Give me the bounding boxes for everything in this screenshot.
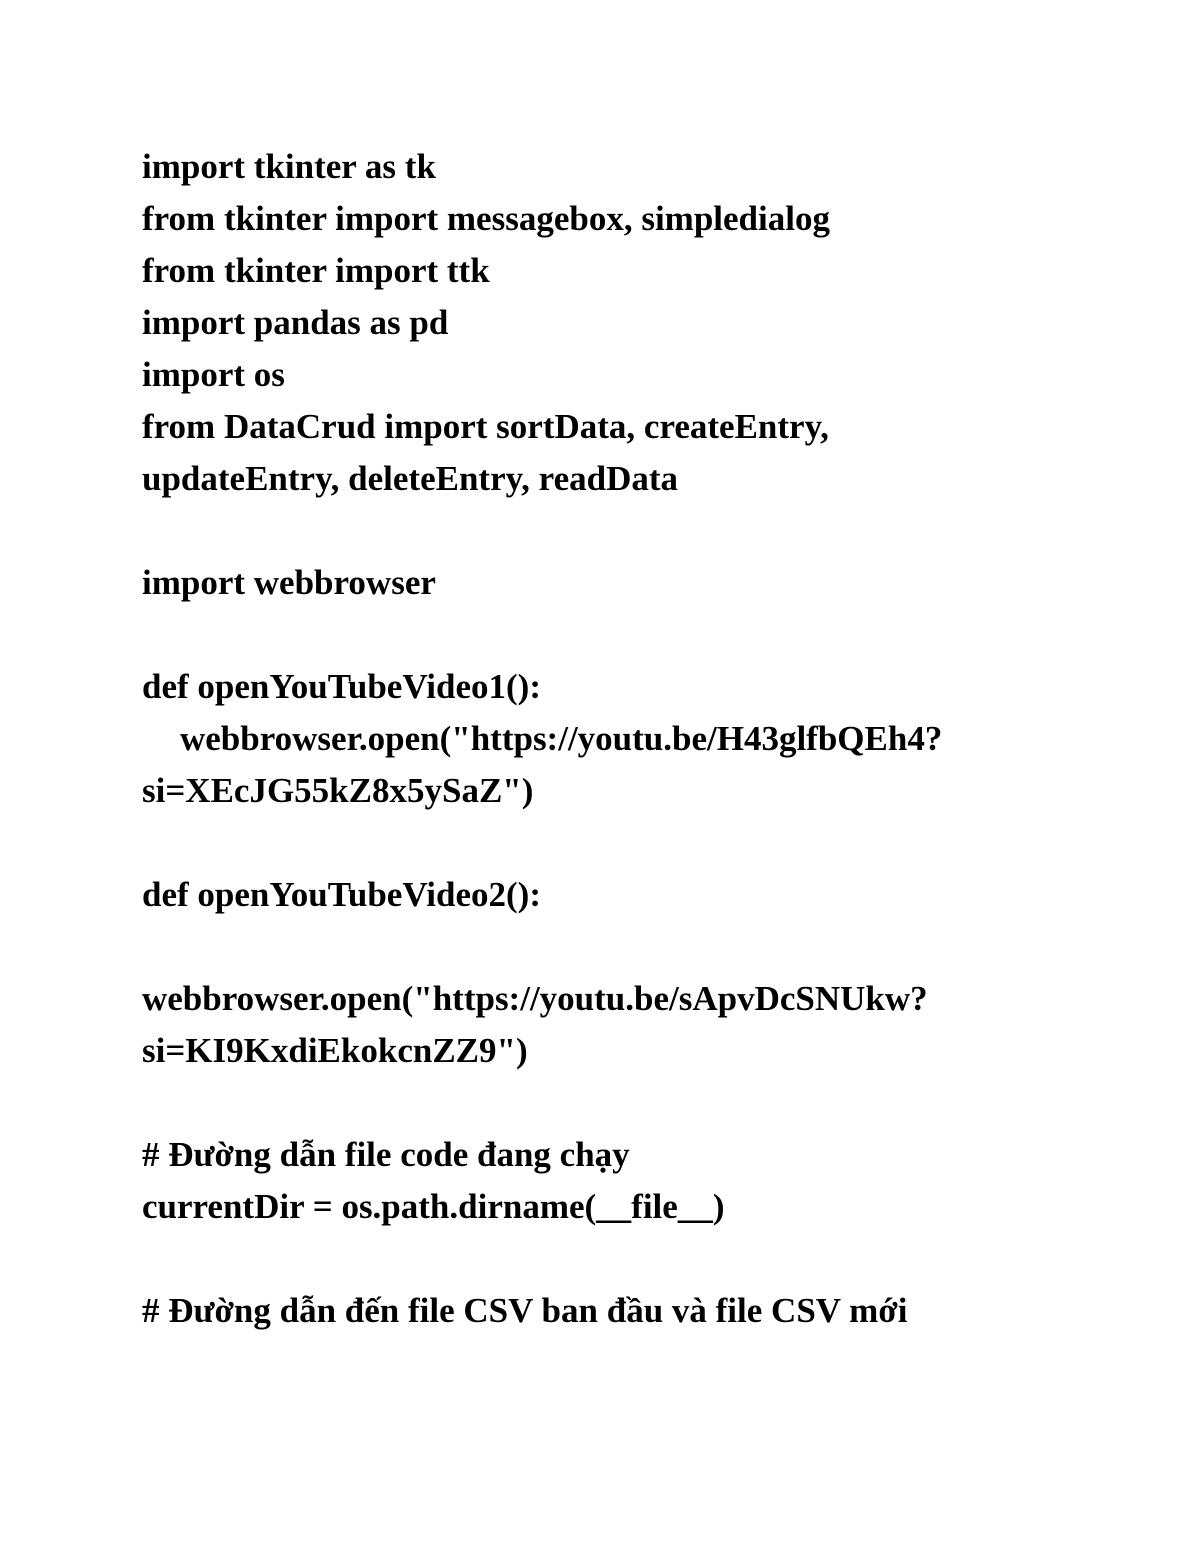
code-line-current-dir: currentDir = os.path.dirname(__file__) — [142, 1187, 725, 1226]
blank-line — [142, 1077, 1142, 1129]
code-line-import-pandas: import pandas as pd — [142, 303, 449, 342]
code-line-open-video2-cont: si=KI9KxdiEkokcnZZ9") — [142, 1031, 528, 1070]
code-line-open-video1-cont: si=XEcJG55kZ8x5ySaZ") — [142, 771, 534, 810]
code-comment-csv-path: # Đường dẫn đến file CSV ban đầu và file CSV mới — [142, 1291, 908, 1330]
blank-line — [142, 609, 1142, 661]
code-line-def-video1: def openYouTubeVideo1(): — [142, 667, 541, 706]
code-line-open-video1: webbrowser.open("https://youtu.be/H43glfbQEh4? — [180, 719, 943, 758]
blank-line — [142, 921, 1142, 973]
code-line-def-video2: def openYouTubeVideo2(): — [142, 875, 541, 914]
code-line-import-datacrud-cont: updateEntry, deleteEntry, readData — [142, 459, 679, 498]
blank-line — [142, 1233, 1142, 1285]
blank-line — [142, 505, 1142, 557]
code-line-import-ttk: from tkinter import ttk — [142, 251, 490, 290]
code-line-open-video2: webbrowser.open("https://youtu.be/sApvDcSNUkw? — [142, 979, 928, 1018]
code-line-import-datacrud: from DataCrud import sortData, createEntry, — [142, 407, 829, 446]
code-line-import-webbrowser: import webbrowser — [142, 563, 436, 602]
blank-line — [142, 817, 1142, 869]
code-line-import-os: import os — [142, 355, 285, 394]
code-text-block — [142, 141, 1142, 1337]
code-line-import-tkinter: import tkinter as tk — [142, 147, 436, 186]
code-line-import-messagebox: from tkinter import messagebox, simpledialog — [142, 199, 830, 238]
code-comment-current-path: # Đường dẫn file code đang chạy — [142, 1135, 630, 1174]
